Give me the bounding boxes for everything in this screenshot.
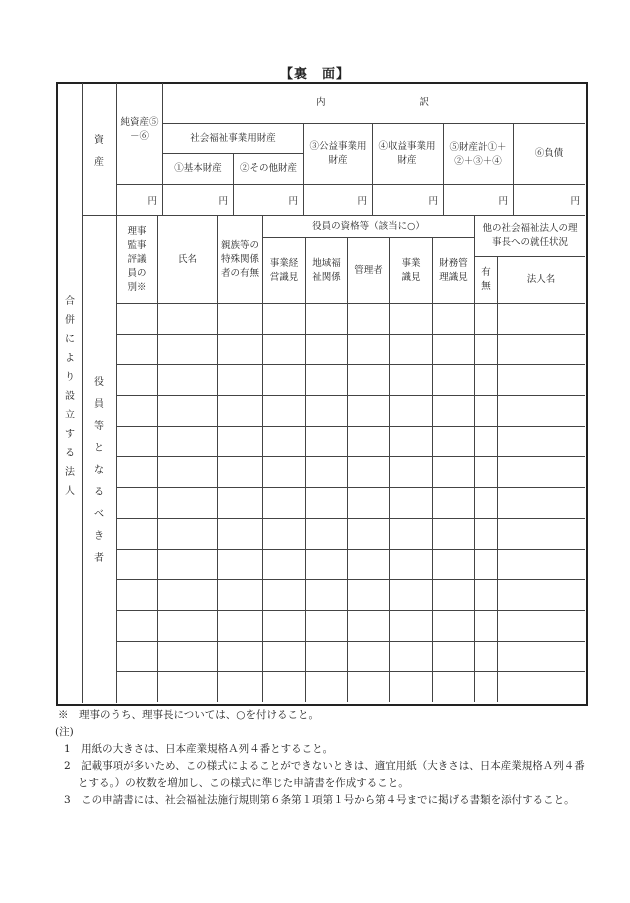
public-interest-header: ③公益事業用財産 — [309, 141, 367, 166]
note-2: 2 記載事項が多いため、この様式によることができないときは、適宜用紙（大きさは、日本産業規格Ａ列４番とする。）の枚数を増加し、この様式に準じた申請書を作成すること。 — [64, 760, 585, 789]
officer-row[interactable] — [117, 488, 584, 518]
amount-net-assets[interactable]: 円 — [147, 196, 157, 207]
other-assets-header: ②その他財産 — [239, 163, 297, 174]
note-1: 1 用紙の大きさは、日本産業規格Ａ列４番とすること。 — [64, 743, 334, 755]
section-label: 合併により設立する法人 — [65, 296, 75, 497]
officer-row[interactable] — [117, 611, 584, 641]
officer-row[interactable] — [117, 519, 584, 549]
assets-label: 資産 — [94, 135, 104, 168]
amount-profit[interactable]: 円 — [428, 196, 438, 207]
amount-other[interactable]: 円 — [288, 196, 298, 207]
net-assets-header: 純資産⑤－⑥ — [120, 117, 159, 142]
amount-total[interactable]: 円 — [498, 196, 508, 207]
officer-row[interactable] — [117, 580, 584, 610]
officer-row[interactable] — [117, 365, 584, 395]
footnote: ※ 理事のうち、理事長については、○を付けること。 — [58, 709, 319, 721]
officer-row[interactable] — [117, 335, 584, 365]
page-title: 【裏 面】 — [279, 67, 350, 82]
divider — [82, 83, 83, 703]
divider — [116, 184, 585, 185]
officer-row[interactable] — [117, 427, 584, 457]
officer-row[interactable] — [117, 672, 584, 702]
officer-row[interactable] — [117, 396, 584, 426]
profit-header: ④収益事業用財産 — [378, 141, 436, 166]
officer-row[interactable] — [117, 457, 584, 487]
total-header: ⑤財産計①＋②＋③＋④ — [449, 142, 507, 167]
q5-header: 財務管理識見 — [439, 257, 468, 283]
liabilities-header: ⑥負債 — [534, 148, 564, 159]
officer-row[interactable] — [117, 642, 584, 672]
corp-name-header: 法人名 — [526, 274, 556, 285]
notes-heading: (注) — [55, 726, 74, 738]
officer-row[interactable] — [117, 304, 584, 334]
officer-row[interactable] — [117, 550, 584, 580]
presence-header: 有無 — [481, 267, 491, 292]
basic-assets-header: ①基本財産 — [174, 163, 222, 174]
name-header: 氏名 — [177, 253, 197, 265]
q3-header: 管理者 — [354, 264, 383, 276]
amount-basic[interactable]: 円 — [218, 196, 228, 207]
officer-type-header: 理事監事評議員の別※ — [127, 225, 147, 293]
other-corp-header: 他の社会福祉法人の理事長への就任状況 — [482, 223, 578, 248]
officers-label: 役員等となるべき者 — [94, 377, 104, 564]
relatives-header: 親族等の特殊関係者の有無 — [221, 239, 260, 279]
q1-header: 事業経営識見 — [269, 257, 299, 283]
amount-public-interest[interactable]: 円 — [357, 196, 367, 207]
q4-header: 事業識見 — [401, 257, 421, 283]
social-welfare-header: 社会福祉事業用財産 — [190, 132, 276, 144]
q2-header: 地域福祉関係 — [312, 257, 341, 283]
amount-liabilities[interactable]: 円 — [570, 196, 580, 207]
note-3: 3 この申請書には、社会福祉法施行規則第６条第１項第１号から第４号までに掲げる書類を添付すること。 — [64, 794, 575, 806]
notes — [55, 707, 588, 809]
qualifications-header: 役員の資格等（該当に○） — [312, 220, 425, 232]
breakdown-header: 内 訳 — [315, 97, 431, 108]
